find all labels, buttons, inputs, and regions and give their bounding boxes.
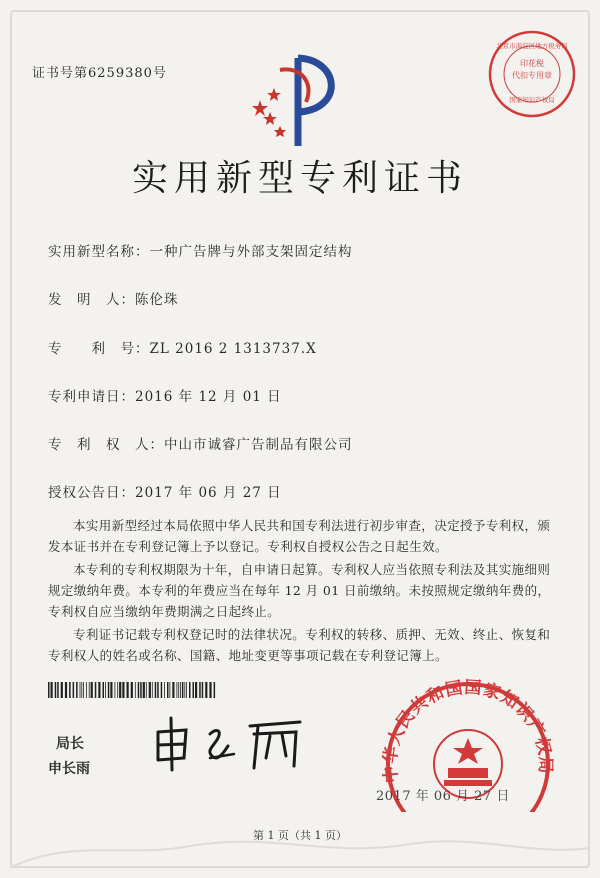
body-paragraph: 专利证书记载专利权登记时的法律状况。专利权的转移、质押、无效、终止、恢复和专利权人的姓名或名称、国籍、地址变更等事项记载在专利登记簿上。 (48, 627, 551, 663)
barcode-bar (57, 682, 59, 698)
barcode-bar (48, 682, 50, 698)
barcode-bar (202, 682, 204, 698)
page-number: 第 1 页（共 1 页） (253, 829, 347, 842)
certificate-title: 实用新型专利证书 (131, 158, 468, 199)
barcode-bar (214, 682, 216, 698)
body-paragraph: 本实用新型经过本局依照中华人民共和国专利法进行初步审查，决定授予专利权，颁发本证书并在专利登记簿上予以登记。专利权自授权公告之日起生效。 (48, 518, 551, 554)
field-label: 专利申请日： (48, 389, 135, 405)
field-announcement-date (48, 481, 282, 501)
barcode-bar (91, 682, 93, 698)
barcode-bar (115, 682, 116, 698)
field-utility-model-name (48, 240, 353, 260)
field-patentee (48, 433, 353, 453)
barcode-bar (161, 682, 163, 698)
certificate-body (48, 515, 556, 668)
barcode-bar (127, 682, 129, 698)
barcode-bar (65, 682, 67, 698)
director-name: 申长雨 (48, 761, 90, 777)
director-title: 局长 (56, 736, 84, 752)
barcode-bar (178, 682, 179, 698)
barcode-bar (143, 682, 145, 698)
field-value: 一种广告牌与外部支架固定结构 (149, 244, 353, 260)
field-value: 2016 年 12 月 01 日 (135, 389, 282, 405)
tax-seal-text-3: 国家知识产权局 (509, 96, 555, 104)
barcode-bar (177, 682, 178, 698)
barcode-bar (117, 682, 118, 698)
border-decoration (10, 828, 590, 868)
barcode-bar (209, 682, 211, 698)
barcode-bar (193, 682, 195, 698)
director-signature (150, 712, 310, 774)
barcode-bar (140, 682, 142, 698)
barcode-bar (172, 682, 174, 698)
barcode-bar (108, 682, 110, 698)
field-value: 陈伦珠 (135, 292, 179, 308)
seal-text: 中华人民共和国国家知识产权局 (380, 677, 556, 784)
field-label: 实用新型名称： (48, 244, 150, 260)
barcode-bar (180, 682, 181, 698)
barcode-bar (155, 682, 157, 698)
barcode-bar (76, 682, 78, 698)
barcode-bar (103, 682, 105, 698)
barcode-bar (86, 682, 87, 698)
barcode-bar (95, 682, 97, 698)
barcode-bar (189, 682, 191, 698)
body-paragraph: 本专利的专利权期限为十年，自申请日起算。专利权人应当依照专利法及其实施细则规定缴纳年费。本专利的年费应当在每年 12 月 01 日前缴纳。未按照规定缴纳年费的，专利权自应当缴纳年费期满之日起终止。 (48, 562, 551, 619)
barcode-bar (110, 682, 112, 698)
barcode-bar (182, 682, 184, 698)
barcode-bar (73, 682, 75, 698)
barcode-bar (157, 682, 159, 698)
barcode-bar (146, 682, 147, 698)
barcode-bar (80, 682, 81, 698)
barcode-bar (89, 682, 90, 698)
field-label: 专 利 号： (48, 341, 150, 357)
barcode-bar (195, 682, 197, 698)
barcode-bar (138, 682, 140, 698)
barcode-bar (98, 682, 100, 698)
tax-seal-text-2: 代扣专用章 (512, 71, 552, 80)
certificate-number: 证书号第6259380号 (32, 66, 167, 81)
field-inventor (48, 288, 179, 308)
field-application-date (48, 385, 282, 405)
barcode-bar (55, 682, 57, 698)
barcode-bar (199, 682, 201, 698)
field-value: 2017 年 06 月 27 日 (135, 485, 282, 501)
patent-office-logo (240, 50, 350, 150)
barcode-bar (81, 682, 82, 698)
field-value: 中山市诚睿广告制品有限公司 (164, 437, 353, 453)
field-patent-number (48, 337, 317, 357)
tax-stamp-seal (486, 28, 578, 120)
field-label: 发 明 人： (48, 292, 135, 308)
barcode-bar (122, 682, 124, 698)
tax-seal-text-1: 印花税 (520, 59, 544, 68)
barcode-bar (61, 682, 63, 698)
barcode-bar (152, 682, 153, 698)
sign-date: 2017 年 06 月 27 日 (376, 789, 510, 804)
barcode-bar (167, 682, 169, 698)
barcode-bar (170, 682, 171, 698)
barcode-bar (69, 682, 71, 698)
barcode-bar (105, 682, 106, 698)
barcode-bar (184, 682, 185, 698)
barcode-bar (135, 682, 136, 698)
field-label: 授权公告日： (48, 485, 135, 501)
barcode-bar (51, 682, 53, 698)
barcode-bar (83, 682, 84, 698)
field-value: ZL 2016 2 1313737.X (149, 341, 317, 357)
barcode-bar (164, 682, 165, 698)
barcode (48, 682, 218, 698)
barcode-bar (119, 682, 121, 698)
barcode-bar (205, 682, 207, 698)
barcode-bar (149, 682, 151, 698)
field-label: 专 利 权 人： (48, 437, 164, 453)
barcode-bar (186, 682, 187, 698)
barcode-bar (131, 682, 133, 698)
tax-seal-outer-text: 北京市海淀区地方税务局 (496, 42, 568, 50)
